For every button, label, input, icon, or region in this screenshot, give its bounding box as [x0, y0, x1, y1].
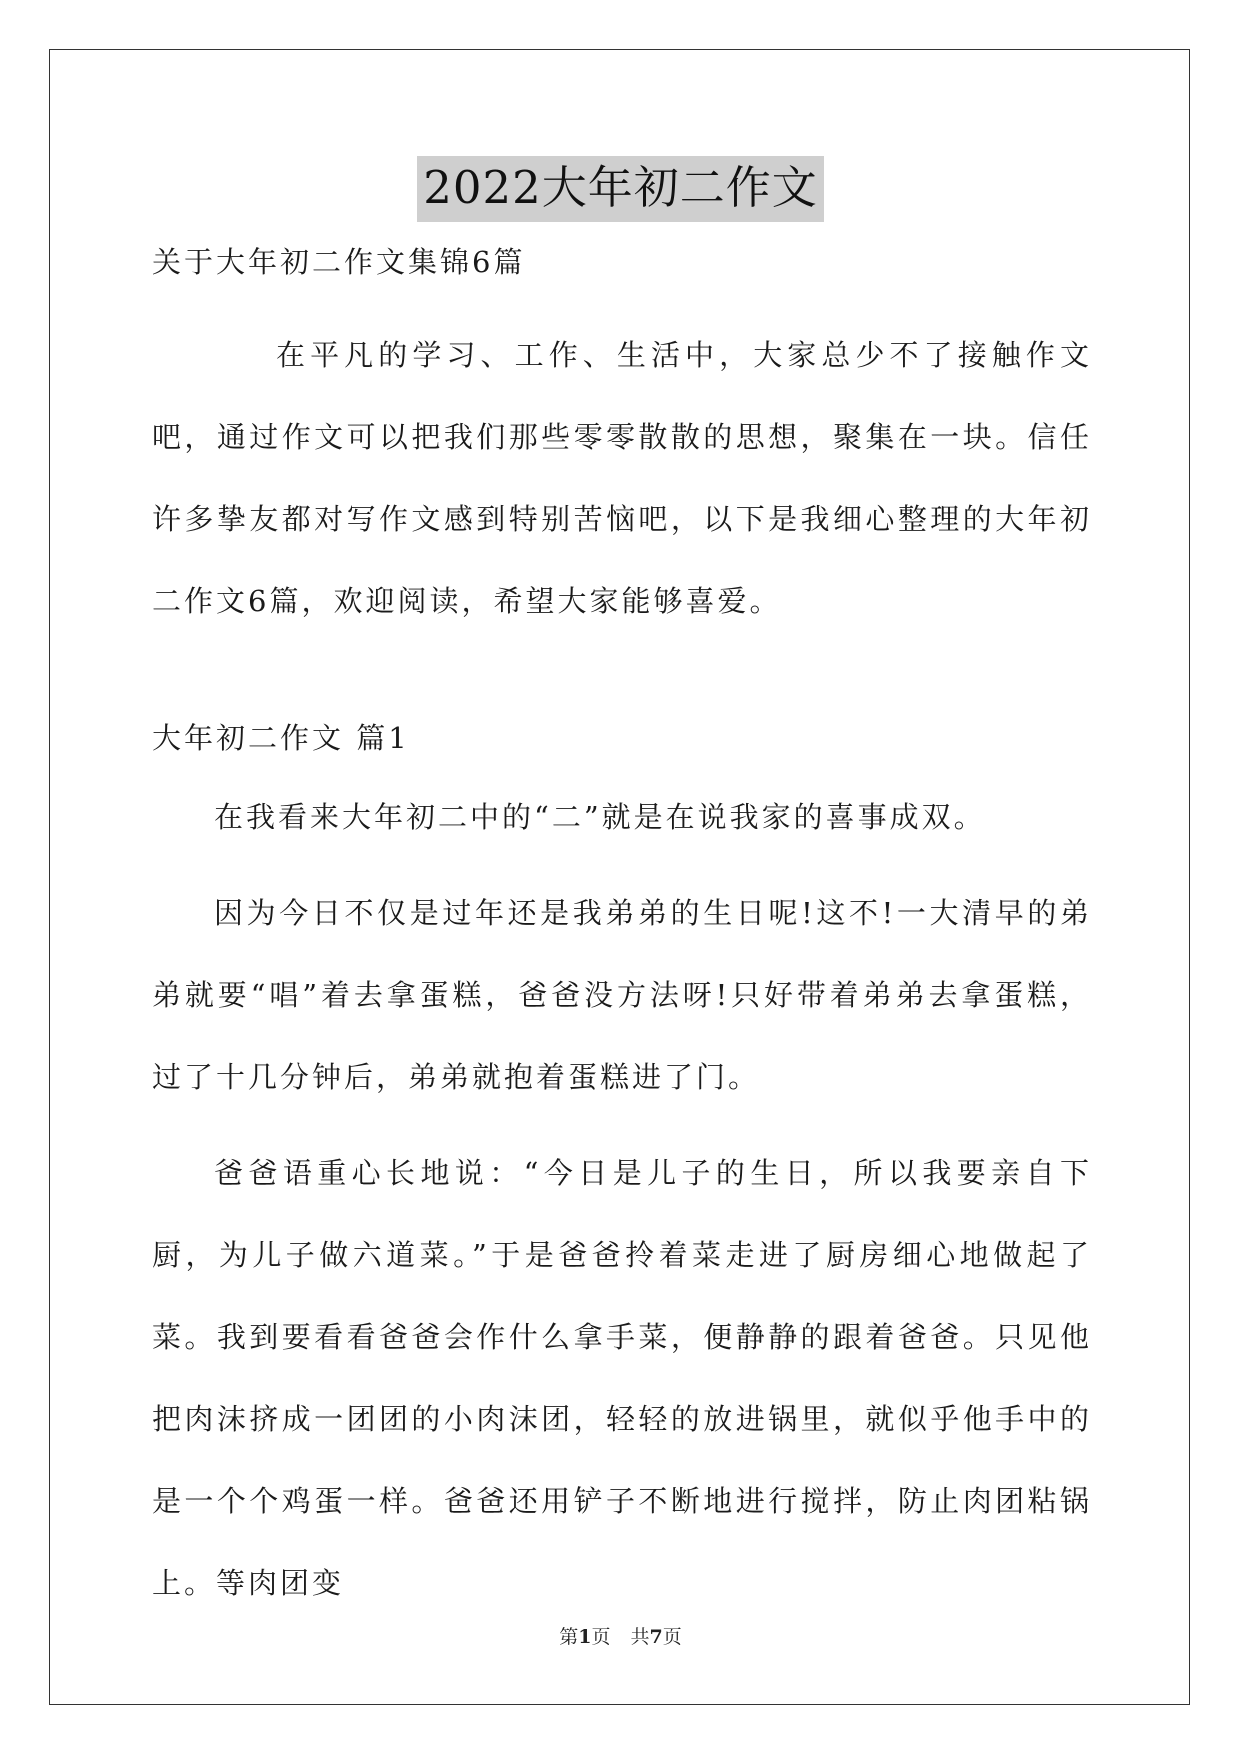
document-title: 2022大年初二作文	[417, 156, 824, 222]
section-heading: 大年初二作文 篇1	[152, 721, 410, 755]
current-page-number: 1	[578, 1626, 592, 1648]
total-suffix: 页	[662, 1626, 682, 1648]
document-subtitle: 关于大年初二作文集锦6篇	[152, 245, 526, 279]
page-footer	[0, 1625, 1241, 1649]
body-paragraph-2: 因为今日不仅是过年还是我弟弟的生日呢!这不!一大清早的弟弟就要“唱”着去拿蛋糕，爸爸没方法呀!只好带着弟弟去拿蛋糕，过了十几分钟后，弟弟就抱着蛋糕进了门。	[152, 896, 1092, 1094]
body-paragraph-3: 爸爸语重心长地说：“今日是儿子的生日，所以我要亲自下厨，为儿子做六道菜。”于是爸爸拎着菜走进了厨房细心地做起了菜。我到要看看爸爸会作什么拿手菜，便静静的跟着爸爸。只见他把肉沫挤成一团团的小肉沫团，轻轻的放进锅里，就似乎他手中的是一个个鸡蛋一样。爸爸还用铲子不断地进行搅拌，防止肉团粘锅上。等肉团变	[152, 1156, 1092, 1600]
total-page-number: 7	[649, 1626, 663, 1648]
title-container	[0, 156, 1241, 222]
intro-paragraph: 在平凡的学习、工作、生活中，大家总少不了接触作文吧，通过作文可以把我们那些零零散散的思想，聚集在一块。信任许多挚友都对写作文感到特别苦恼吧，以下是我细心整理的大年初二作文6篇，欢迎阅读，希望大家能够喜爱。	[152, 338, 1092, 618]
body-paragraph-1: 在我看来大年初二中的“二”就是在说我家的喜事成双。	[214, 800, 986, 834]
page-suffix: 页	[591, 1626, 611, 1648]
document-body	[152, 238, 1092, 1624]
page-prefix: 第	[559, 1626, 579, 1648]
total-prefix: 共	[630, 1626, 650, 1648]
